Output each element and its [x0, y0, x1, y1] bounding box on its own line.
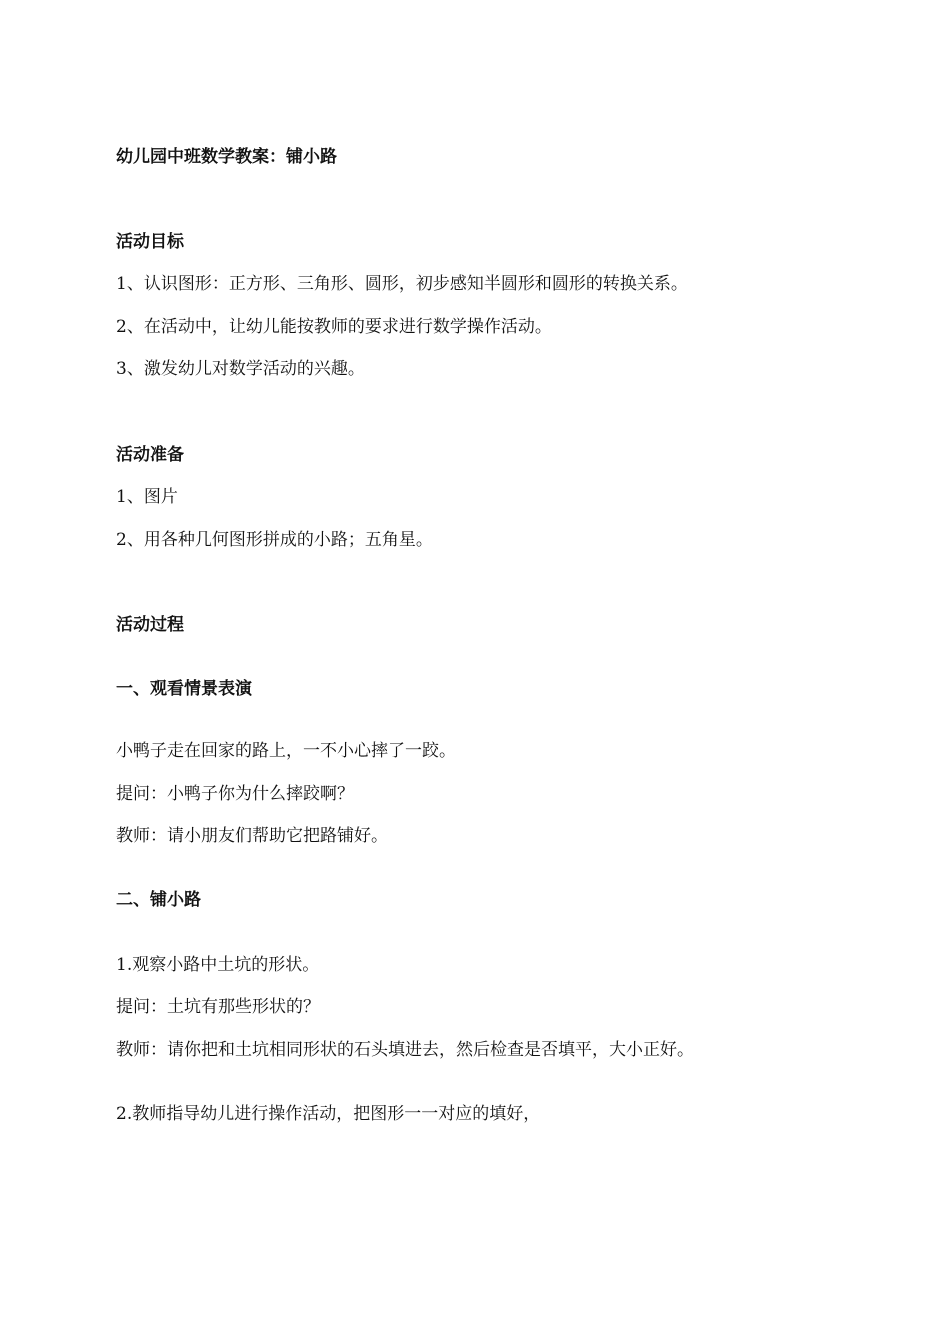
section-one-line: 教师：请小朋友们帮助它把路铺好。	[116, 826, 388, 846]
preparation-item: 1、图片	[116, 487, 178, 507]
preparation-item: 2、用各种几何图形拼成的小路；五角星。	[116, 530, 433, 550]
preparation-heading: 活动准备	[116, 445, 184, 465]
section-two-line: 2.教师指导幼儿进行操作活动，把图形一一对应的填好，	[116, 1104, 541, 1124]
section-two-line: 1.观察小路中土坑的形状。	[116, 955, 320, 975]
section-one-line: 提问：小鸭子你为什么摔跤啊？	[116, 784, 354, 804]
process-heading: 活动过程	[116, 615, 184, 635]
section-two-line: 教师：请你把和土坑相同形状的石头填进去，然后检查是否填平，大小正好。	[116, 1040, 694, 1060]
goals-heading: 活动目标	[116, 232, 184, 252]
goal-item: 2、在活动中，让幼儿能按教师的要求进行数学操作活动。	[116, 317, 552, 337]
section-two-line: 提问：土坑有那些形状的？	[116, 997, 320, 1017]
section-one-line: 小鸭子走在回家的路上，一不小心摔了一跤。	[116, 741, 456, 761]
goal-item: 1、认识图形：正方形、三角形、圆形，初步感知半圆形和圆形的转换关系。	[116, 274, 688, 294]
document-title: 幼儿园中班数学教案：铺小路	[116, 147, 337, 167]
section-one-heading: 一、观看情景表演	[116, 679, 252, 699]
section-two-heading: 二、铺小路	[116, 890, 201, 910]
goal-item: 3、激发幼儿对数学活动的兴趣。	[116, 359, 365, 379]
